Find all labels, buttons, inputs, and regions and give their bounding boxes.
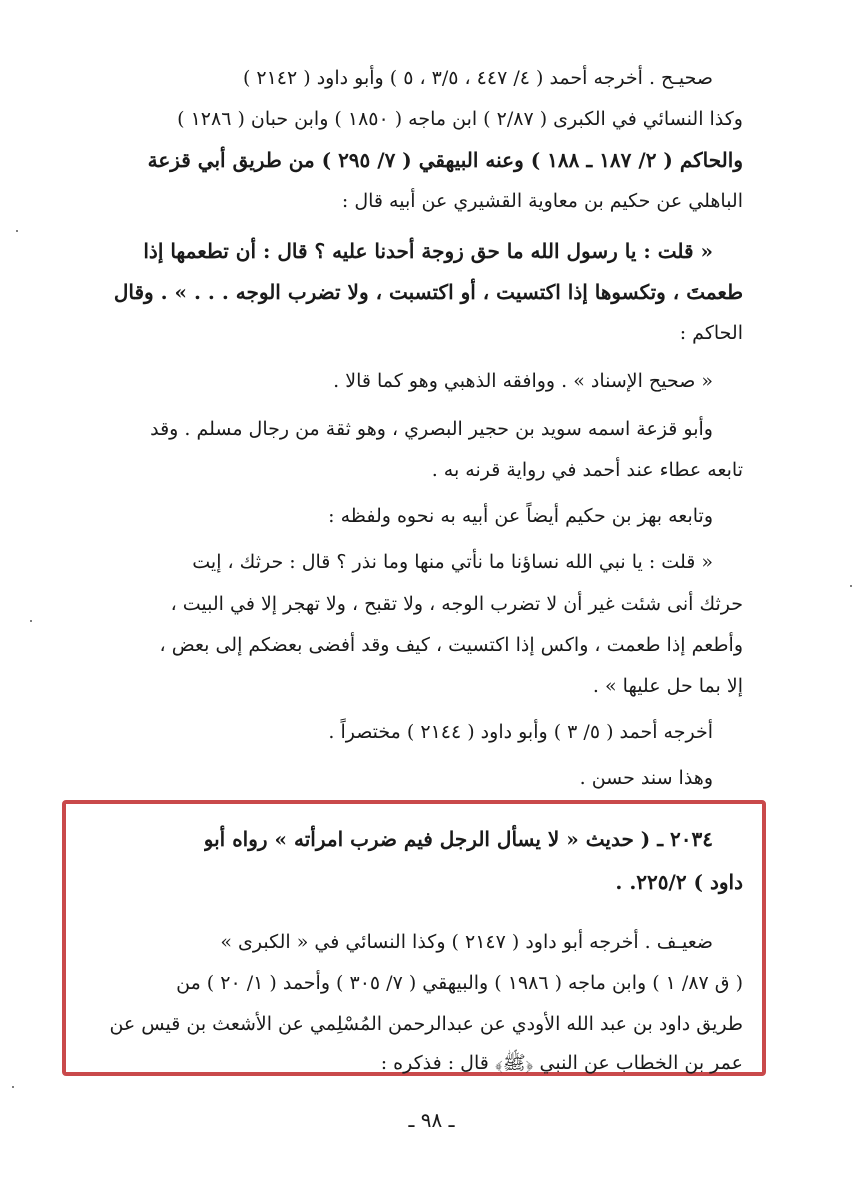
text-line: الباهلي عن حكيم بن معاوية القشيري عن أبيه قال :: [341, 190, 743, 212]
text-line: تابعه عطاء عند أحمد في رواية قرنه به .: [431, 459, 743, 481]
text-line: ( ق ٨٧/ ١ ) وابن ماجه ( ١٩٨٦ ) والبيهقي ( ٧/ ٣٠٥ ) وأحمد ( ١/ ٢٠ ) من: [176, 972, 743, 994]
quote-line: « قلت : يا نبي الله نساؤنا ما نأتي منها وما نذر ؟ قال : حرثك ، إيت: [192, 551, 713, 573]
quote-line: إلا بما حل عليها » .: [592, 675, 743, 697]
text-line: الحاكم :: [679, 322, 743, 344]
scan-speckle: [30, 620, 32, 622]
hadith-heading: داود ) ٢٢٥/٢. .: [615, 870, 743, 894]
text-line: عمر بن الخطاب عن النبي ﴿ﷺ﴾ قال : فذكره :: [380, 1052, 743, 1074]
text-line: وأبو قزعة اسمه سويد بن حجير البصري ، وهو ثقة من رجال مسلم . وقد: [150, 418, 713, 440]
scan-speckle: [12, 1086, 14, 1088]
quote-line: « قلت : يا رسول الله ما حق زوجة أحدنا عليه ؟ قال : أن تطعمها إذا: [143, 239, 713, 263]
quote-line: وأطعم إذا طعمت ، واكس إذا اكتسيت ، كيف وقد أفضى بعضكم إلى بعض ،: [159, 634, 743, 656]
text-line: صحيـح . أخرجه أحمد ( ٤/ ٤٤٧ ، ٣/٥ ، ٥ ) وأبو داود ( ٢١٤٢ ): [242, 67, 713, 89]
hadith-heading: ٢٠٣٤ ـ ( حديث « لا يسأل الرجل فيم ضرب امرأته » رواه أبو: [203, 827, 713, 851]
text-line: أخرجه أحمد ( ٥/ ٣ ) وأبو داود ( ٢١٤٤ ) مختصراً .: [328, 721, 713, 743]
page-number: ـ ٩٨ ـ: [408, 1108, 455, 1132]
text-line: وهذا سند حسن .: [579, 767, 713, 789]
quote-line: طعمتَ ، وتكسوها إذا اكتسيت ، أو اكتسبت ، ولا تضرب الوجه . . . » . وقال: [113, 280, 743, 304]
text-line: والحاكم ( ٢/ ١٨٧ ـ ١٨٨ ) وعنه البيهقي ( ٧/ ٢٩٥ ) من طريق أبي قزعة: [147, 148, 743, 172]
text-line: ضعيـف . أخرجه أبو داود ( ٢١٤٧ ) وكذا النسائي في « الكبرى »: [220, 931, 713, 953]
text-line: وتابعه بهز بن حكيم أيضاً عن أبيه به نحوه ولفظه :: [328, 505, 713, 527]
quote-line: حرثك أنى شئت غير أن لا تضرب الوجه ، ولا تقبح ، ولا تهجر إلا في البيت ،: [170, 593, 743, 615]
quote-line: « صحيح الإسناد » . ووافقه الذهبي وهو كما قالا .: [333, 370, 713, 392]
scan-speckle: [850, 585, 852, 587]
text-line: طريق داود بن عبد الله الأودي عن عبدالرحمن المُسْلِمي عن الأشعث بن قيس عن: [109, 1013, 743, 1035]
text-line: وكذا النسائي في الكبرى ( ٢/٨٧ ) ابن ماجه ( ١٨٥٠ ) وابن حبان ( ١٢٨٦ ): [177, 108, 743, 130]
scan-speckle: [16, 230, 18, 232]
